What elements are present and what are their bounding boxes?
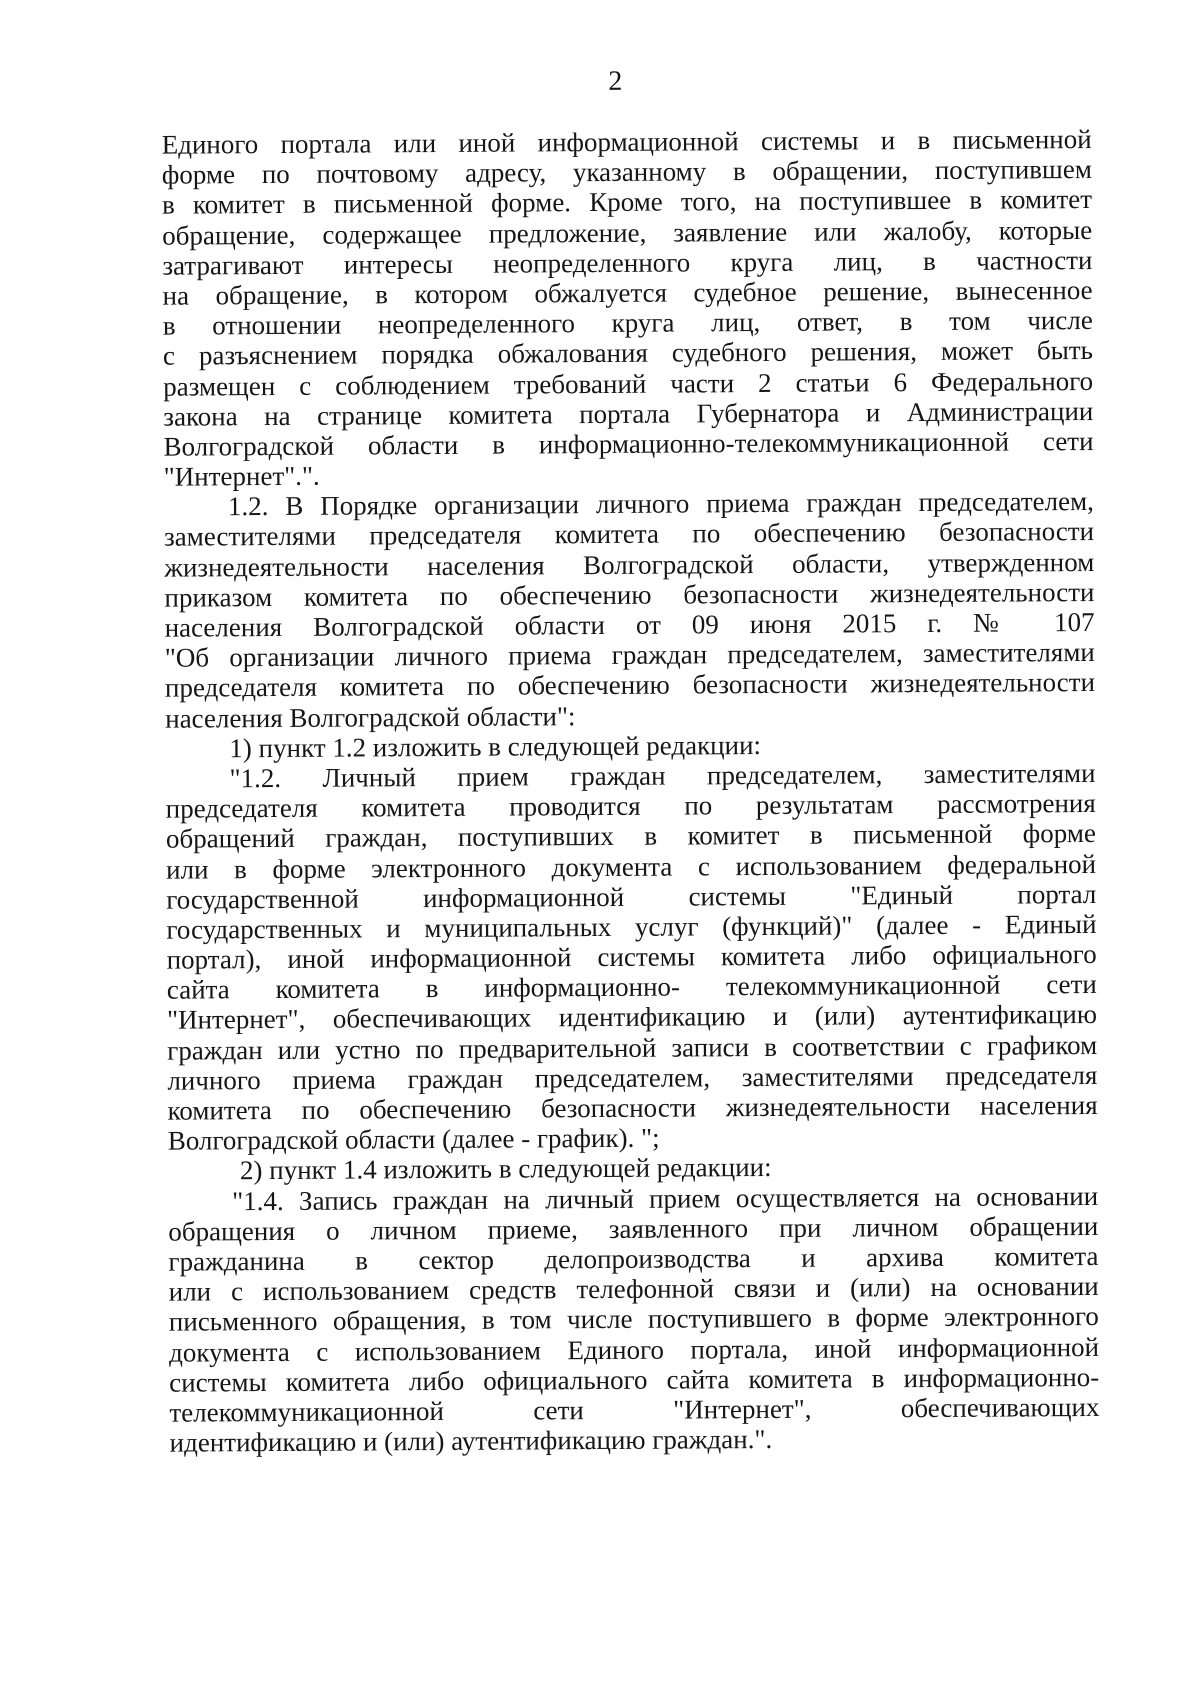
text-line: сайта комитета в информационно- телекоммуникационной сети bbox=[166, 969, 1097, 1005]
text-line: Волгоградской области (далее - график). "; bbox=[167, 1122, 660, 1156]
text-line: "Интернет", обеспечивающих идентификацию и (или) аутентификацию bbox=[166, 999, 1098, 1036]
page-number: 2 bbox=[608, 65, 623, 97]
text-line: или в форме электронного документа с использованием федеральной bbox=[166, 848, 1097, 885]
document-body bbox=[162, 124, 1100, 1458]
text-line: в отношении неопределенного круга лиц, ответ, в том числе bbox=[162, 305, 1093, 341]
text-line: "1.4. Запись граждан на личный прием осуществляется на основании bbox=[232, 1180, 1099, 1216]
text-line: системы комитета либо официального сайта комитета в информационно- bbox=[169, 1361, 1100, 1398]
text-line: 1.2. В Порядке организации личного приема граждан председателем, bbox=[227, 486, 1094, 522]
text-line: личного приема граждан председателем, заместителями председателя bbox=[167, 1059, 1098, 1096]
text-line: государственных и муниципальных услуг (функций)" (далее - Единый bbox=[166, 908, 1097, 945]
text-line: председателя комитета проводится по результатам рассмотрения bbox=[165, 788, 1096, 824]
text-line: "1.2. Личный прием граждан председателем, заместителями bbox=[229, 757, 1096, 794]
text-line: закона на странице комитета портала Губернатора и Администрации bbox=[163, 395, 1094, 432]
text-line: в комитет в письменной форме. Кроме того, на поступившее в комитет bbox=[161, 184, 1093, 221]
text-line: председателя комитета по обеспечению безопасности жизнедеятельности bbox=[164, 667, 1096, 704]
text-line: "Интернет".". bbox=[163, 460, 320, 492]
text-line: жизнедеятельности населения Волгоградской области, утвержденном bbox=[164, 546, 1095, 583]
text-line: обращение, содержащее предложение, заявление или жалобу, которые bbox=[162, 214, 1093, 251]
text-line: населения Волгоградской области от 09 июня 2015 г. № 107 bbox=[164, 606, 1095, 643]
text-line: "Об организации личного приема граждан председателем, заместителями bbox=[164, 637, 1095, 673]
text-line: гражданина в сектор делопроизводства и архива комитета bbox=[168, 1240, 1099, 1277]
text-line: приказом комитета по обеспечению безопасности жизнедеятельности bbox=[164, 576, 1095, 613]
text-line: населения Волгоградской области": bbox=[165, 700, 576, 734]
text-line: граждан или устно по предварительной записи в соответствии с графиком bbox=[167, 1029, 1098, 1066]
text-line: комитета по обеспечению безопасности жизнедеятельности населения bbox=[167, 1089, 1098, 1126]
text-line: идентификацию и (или) аутентификацию граждан.". bbox=[169, 1424, 773, 1458]
text-line: заместителями председателя комитета по обеспечению безопасности bbox=[163, 516, 1095, 553]
text-line: телекоммуникационной сети "Интернет", обеспечивающих bbox=[169, 1391, 1100, 1428]
text-line: государственной информационной системы "Единый портал bbox=[166, 878, 1097, 915]
text-line: Единого портала или иной информационной системы и в письменной bbox=[161, 123, 1092, 160]
text-line: размещен с соблюдением требований части 2 статьи 6 Федерального bbox=[163, 365, 1094, 402]
text-line: документа с использованием Единого портала, иной информационной bbox=[168, 1331, 1100, 1368]
text-line: форме по почтовому адресу, указанному в обращении, поступившем bbox=[161, 154, 1092, 190]
text-line: или с использованием средств телефонной связи и (или) на основании bbox=[168, 1271, 1099, 1307]
text-line: затрагивают интересы неопределенного круга лиц, в частности bbox=[162, 244, 1093, 281]
text-line: на обращение, в котором обжалуется судебное решение, вынесенное bbox=[162, 274, 1093, 311]
text-line: Волгоградской области в информационно-телекоммуникационной сети bbox=[163, 425, 1094, 462]
text-line: обращения о личном приеме, заявленного при личном обращении bbox=[168, 1210, 1099, 1247]
text-line: письменного обращения, в том числе поступившего в форме электронного bbox=[168, 1301, 1099, 1337]
text-line: 1) пункт 1.2 изложить в следующей редакции: bbox=[229, 729, 762, 764]
text-line: портал), иной информационной системы комитета либо официального bbox=[166, 939, 1097, 975]
text-line: с разъяснением порядка обжалования судебного решения, может быть bbox=[162, 335, 1094, 371]
text-line: обращений граждан, поступивших в комитет в письменной форме bbox=[165, 818, 1096, 854]
text-line: 2) пункт 1.4 изложить в следующей редакции: bbox=[239, 1152, 772, 1186]
